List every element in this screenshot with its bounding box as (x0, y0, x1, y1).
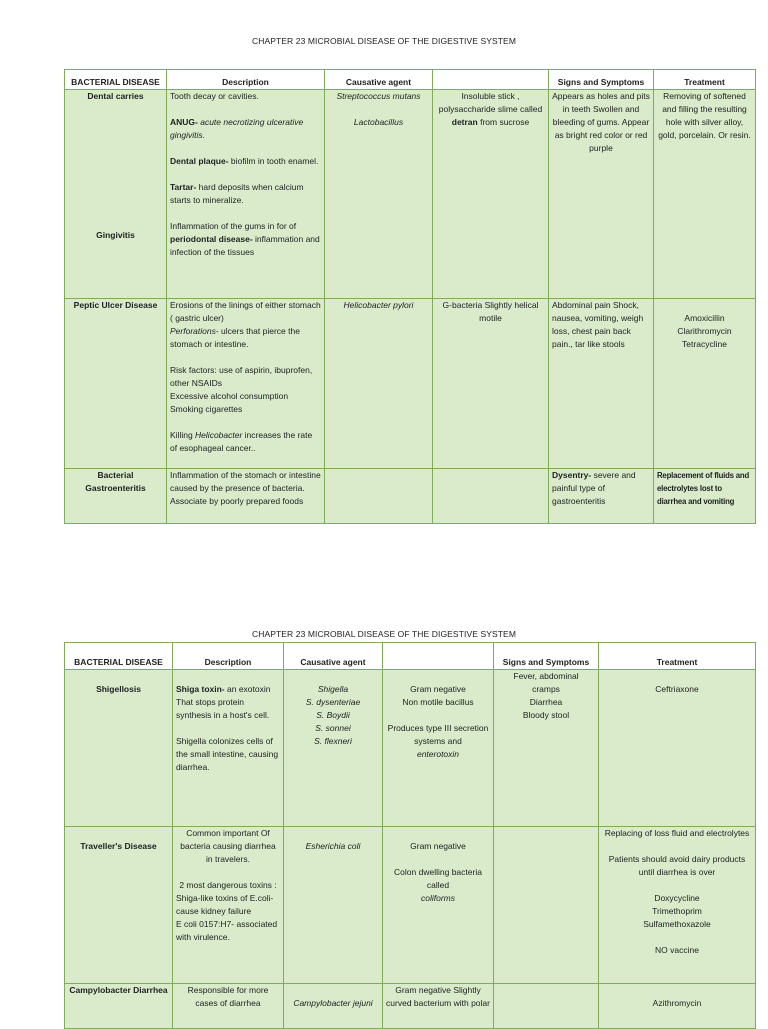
risk-factor: Excessive alcohol consumption (170, 391, 289, 401)
header-characteristics (383, 643, 494, 670)
header-causative-agent: Causative agent (284, 643, 383, 670)
agent-name: S. flexneri (314, 736, 352, 746)
agent-cell (325, 469, 433, 524)
header-signs-symptoms: Signs and Symptoms (549, 70, 654, 90)
description-text: increases the rate of esophageal cancer.. (170, 430, 313, 453)
treatment-item: Clarithromycin (677, 326, 732, 336)
sign-item: Diarrhea (529, 697, 563, 707)
disease-cell: Campylobacter Diarrhea (65, 984, 173, 1029)
header-bacterial-disease: BACTERIAL DISEASE (65, 643, 173, 670)
characteristics-text: Gram negative (410, 684, 466, 694)
page2-title: CHAPTER 23 MICROBIAL DISEASE OF THE DIGESTIVE SYSTEM (251, 629, 517, 639)
signs-cell (494, 984, 599, 1029)
header-treatment: Treatment (654, 70, 756, 90)
treatment-cell: Removing of softened and filling the resulting hole with silver alloy, gold, porcelain. Or resin. (654, 90, 756, 299)
sign-item: Bloody stool (522, 710, 570, 720)
characteristics-text: Insoluble stick , polysaccharide slime called (438, 91, 543, 114)
agent-cell: Campylobacter jejuni (284, 984, 383, 1029)
term-label: Shiga toxin- (176, 684, 225, 694)
description-cell: Inflammation of the stomach or intestine caused by the presence of bacteria. Associate by poorly prepared foods (167, 469, 325, 524)
description-cell (173, 827, 284, 984)
header-bacterial-disease: BACTERIAL DISEASE (65, 70, 167, 90)
characteristics-text: Gram negative (410, 841, 466, 851)
sign-item: cramps (532, 684, 560, 694)
agent-name: S. Boydii (316, 710, 350, 720)
disease-cell: Bacterial Gastroenteritis (65, 469, 167, 524)
description-text: Inflammation of the gums in for of (170, 221, 297, 231)
signs-cell (549, 469, 654, 524)
characteristics-cell (383, 670, 494, 827)
header-characteristics (433, 70, 549, 90)
sign-item: Fever, abdominal (513, 671, 579, 681)
treatment-item: NO vaccine (655, 945, 699, 955)
description-text: Common important Of bacteria causing diarrhea in travelers. (180, 828, 276, 864)
agent-name: S. dysenteriae (305, 697, 361, 707)
characteristics-cell (383, 827, 494, 984)
table-row (65, 469, 756, 524)
term-definition: severe and painful type of gastroenteritis (552, 470, 636, 506)
disease-cell: Peptic Ulcer Disease (65, 299, 167, 469)
description-text: Tooth decay or cavities. (170, 91, 259, 101)
disease-cell: Shigellosis (65, 670, 173, 827)
treatment-cell: Azithromycin (599, 984, 756, 1029)
description-text: Shigella colonizes cells of the small intestine, causing diarrhea. (176, 736, 279, 772)
header-description: Description (167, 70, 325, 90)
description-text: inflammation and infection of the tissues (170, 234, 320, 257)
treatment-cell: Replacement of fluids and electrolytes lost to diarrhea and vomiting (654, 469, 756, 524)
description-cell (167, 299, 325, 469)
characteristics-cell: G-bacteria Slightly helical motile (433, 299, 549, 469)
description-cell (167, 90, 325, 299)
signs-cell (494, 827, 599, 984)
header-causative-agent: Causative agent (325, 70, 433, 90)
agent-cell (284, 670, 383, 827)
description-cell: Responsible for more cases of diarrhea (173, 984, 284, 1029)
agent-cell (325, 90, 433, 299)
description-italic: Helicobacter (195, 430, 243, 440)
table-row (65, 299, 756, 469)
page1-disease-table (64, 69, 756, 524)
table-row (65, 827, 756, 984)
characteristics-text: Produces type III secretion systems and (387, 723, 489, 746)
table-row (65, 670, 756, 827)
characteristics-text: enterotoxin (416, 749, 460, 759)
table-row (65, 90, 756, 299)
signs-cell (494, 670, 599, 827)
table-row (65, 984, 756, 1029)
treatment-item: Tetracycline (682, 339, 727, 349)
characteristics-text: from sucrose (477, 117, 530, 127)
term-label: ANUG- (170, 117, 198, 127)
risk-factor: Smoking cigarettes (170, 404, 243, 414)
header-signs-symptoms: Signs and Symptoms (494, 643, 599, 670)
disease-cell (65, 90, 167, 299)
agent-name: S. sonnei (315, 723, 351, 733)
description-cell (173, 670, 284, 827)
agent-cell: Helicobacter pylori (325, 299, 433, 469)
term-definition: biofilm in tooth enamel. (228, 156, 319, 166)
agent-name: Lactobacillus (353, 117, 404, 127)
characteristics-cell: Gram negative Slightly curved bacterium with polar (383, 984, 494, 1029)
characteristics-text: Colon dwelling bacteria called (394, 867, 482, 890)
disease-cell: Traveller's Disease (65, 827, 173, 984)
treatment-item: Trimethoprim (652, 906, 702, 916)
disease-name: Gingivitis (96, 230, 135, 240)
treatment-item: Replacing of loss fluid and electrolytes (604, 828, 750, 838)
description-text: Erosions of the linings of either stomach ( gastric ulcer) (170, 300, 321, 323)
characteristics-text: Non motile bacillus (402, 697, 474, 707)
risk-factor: Risk factors: use of aspirin, ibuprofen, other NSAIDs (170, 365, 313, 388)
treatment-item: Doxycycline (654, 893, 700, 903)
term-label: Perforations (170, 326, 216, 336)
page1-title: CHAPTER 23 MICROBIAL DISEASE OF THE DIGESTIVE SYSTEM (251, 36, 517, 46)
disease-name: Dental carries (87, 91, 144, 101)
term-definition: hard deposits when calcium starts to mineralize. (170, 182, 304, 205)
term-definition: acute necrotizing ulcerative gingivitis. (170, 117, 304, 140)
agent-name: Streptococcus mutans (336, 91, 421, 101)
treatment-item: Patients should avoid dairy products until diarrhea is over (608, 854, 746, 877)
treatment-cell (654, 299, 756, 469)
characteristics-text: coliforms (420, 893, 455, 903)
description-text: 2 most dangerous toxins : (179, 880, 277, 890)
header-description: Description (173, 643, 284, 670)
signs-cell: Abdominal pain Shock, nausea, vomiting, weigh loss, chest pain back pain., tar like stools (549, 299, 654, 469)
term-definition: - ulcers that pierce the stomach or intestine. (170, 326, 300, 349)
header-treatment: Treatment (599, 643, 756, 670)
treatment-item: Sulfamethoxazole (643, 919, 711, 929)
agent-cell: Esherichia coli (284, 827, 383, 984)
description-text: E coli 0157:H7- associated with virulence. (176, 919, 278, 942)
characteristics-cell (433, 90, 549, 299)
treatment-item: Amoxicillin (684, 313, 725, 323)
characteristics-cell (433, 469, 549, 524)
term-label: Tartar- (170, 182, 197, 192)
treatment-cell (599, 827, 756, 984)
description-text: Shiga-like toxins of E.coli- cause kidney failure (176, 893, 274, 916)
agent-name: Shigella (317, 684, 349, 694)
characteristics-term: detran (451, 117, 478, 127)
description-text: Killing (170, 430, 196, 440)
term-label: periodontal disease- (170, 234, 253, 244)
term-label: Dental plaque- (170, 156, 229, 166)
term-definition: an exotoxin That stops protein synthesis in a host's cell. (176, 684, 271, 720)
signs-cell: Appears as holes and pits in teeth Swollen and bleeding of gums. Appear as bright red color or red purple (549, 90, 654, 299)
treatment-cell: Ceftriaxone (599, 670, 756, 827)
term-label: Dysentry- (552, 470, 592, 480)
page2-disease-table (64, 642, 756, 1029)
